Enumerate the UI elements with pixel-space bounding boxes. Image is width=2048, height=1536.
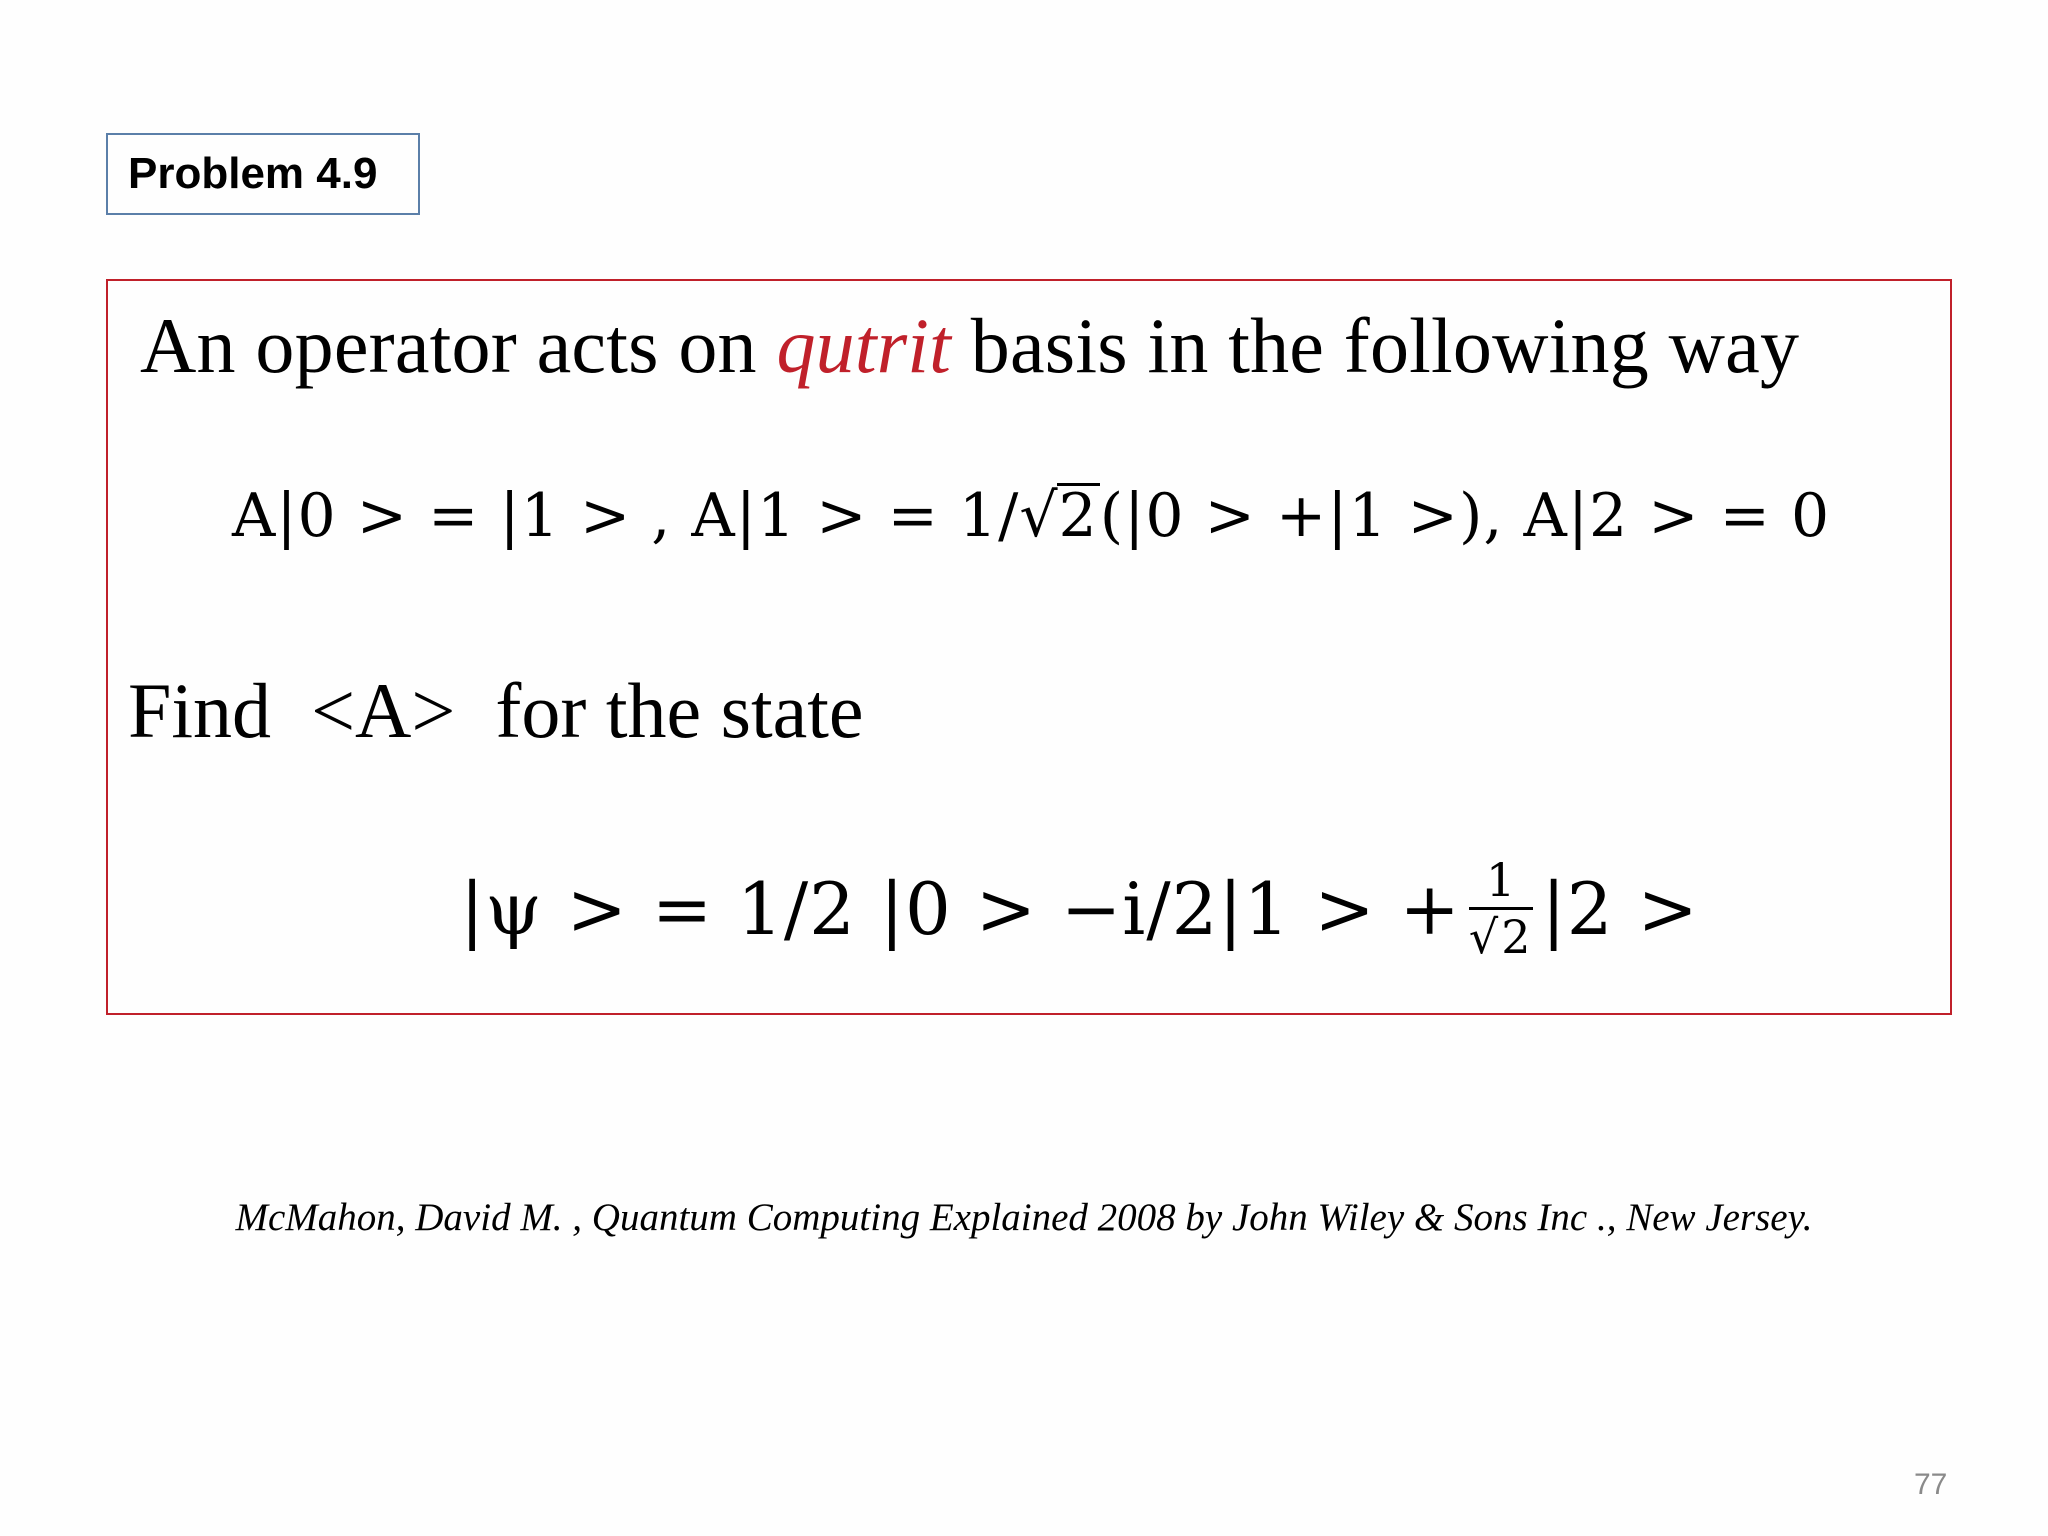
state-equation-part2: |2 > [1541,866,1699,951]
expectation-value: <A> [311,667,456,754]
fraction-denominator: √2 [1469,914,1534,960]
problem-content-box [106,279,1952,1015]
find-instruction [128,666,864,756]
problem-label: Problem 4.9 [128,149,378,198]
intro-text-after: basis in the following way [951,302,1800,389]
operator-equation-part1: A|0 > = |1 > , A|1 > = 1/ [232,481,1020,551]
page-number: 77 [1914,1468,1948,1501]
intro-text [140,301,1799,391]
state-equation-part1: |ψ > = 1/2 |0 > −i/2|1 > + [460,866,1461,951]
state-equation [460,853,1699,964]
find-prefix: Find [128,667,272,754]
find-suffix: for the state [495,667,864,754]
sqrt-argument: 2 [1058,481,1098,551]
intro-text-before: An operator acts on [140,302,777,389]
problem-label-box [106,133,420,215]
sqrt-symbol: √2 [1019,481,1098,551]
fraction-denominator-value: 2 [1499,907,1533,964]
fraction-numerator: 1 [1486,853,1517,907]
operator-equation [232,481,1830,551]
fraction-one-over-sqrt2 [1468,853,1534,964]
operator-equation-part2: (|0 > +|1 >), A|2 > = 0 [1099,481,1831,551]
citation: McMahon, David M. , Quantum Computing Explained 2008 by John Wiley & Sons Inc ., New Jersey. [235,1196,1813,1239]
qutrit-term: qutrit [776,302,952,389]
